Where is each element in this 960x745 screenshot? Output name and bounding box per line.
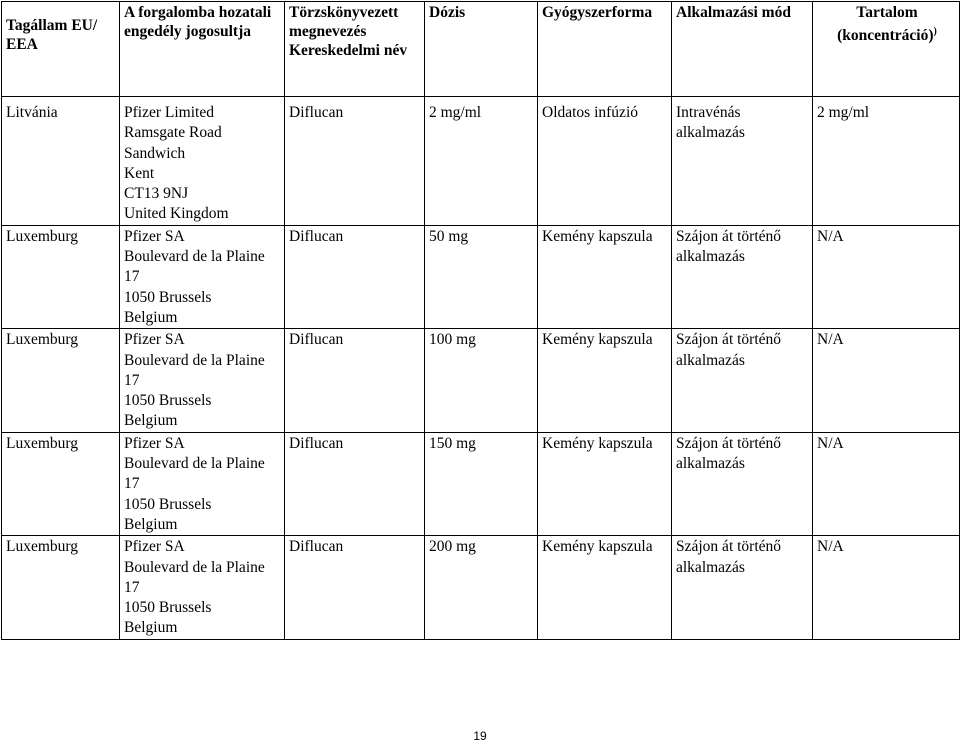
- table-row: [2, 432, 960, 535]
- address-line: Belgium: [124, 619, 178, 637]
- address-line: Boulevard de la Plaine: [124, 455, 265, 473]
- address-line: Boulevard de la Plaine: [124, 558, 265, 576]
- address-line: 1050 Brussels: [124, 392, 212, 410]
- address-line: CT13 9NJ: [124, 185, 189, 203]
- header-content: [813, 2, 960, 97]
- address-line: 1050 Brussels: [124, 495, 212, 513]
- dosage-form-cell: Oldatos infúzió: [538, 97, 672, 226]
- table-row: [2, 536, 960, 639]
- address-line: 17: [124, 268, 140, 286]
- mah-address-cell: [120, 225, 285, 328]
- address-line: 17: [124, 371, 140, 389]
- mah-address-cell: [120, 97, 285, 226]
- content-cell: N/A: [813, 432, 960, 535]
- mah-address-cell: [120, 329, 285, 432]
- invented-name-cell: Diflucan: [285, 432, 425, 535]
- strength-cell: 150 mg: [425, 432, 538, 535]
- invented-name-cell: Diflucan: [285, 225, 425, 328]
- address-line: United Kingdom: [124, 205, 229, 223]
- header-row: [2, 2, 960, 97]
- header-content-label: Tartalom (koncentráció): [837, 4, 934, 45]
- header-route: Alkalmazási mód: [672, 2, 813, 97]
- strength-cell: 200 mg: [425, 536, 538, 639]
- address-line: Ramsgate Road: [124, 124, 222, 142]
- address-line: 17: [124, 578, 140, 596]
- route-cell: Intravénás alkalmazás: [672, 97, 813, 226]
- route-cell: Szájon át történő alkalmazás: [672, 536, 813, 639]
- address-line: Belgium: [124, 308, 178, 326]
- address-line: Pfizer SA: [124, 331, 185, 349]
- content-cell: N/A: [813, 536, 960, 639]
- invented-name-cell: Diflucan: [285, 329, 425, 432]
- route-cell: Szájon át történő alkalmazás: [672, 329, 813, 432]
- address-line: Pfizer SA: [124, 538, 185, 556]
- table-row: [2, 97, 960, 226]
- address-line: Boulevard de la Plaine: [124, 248, 265, 266]
- table-row: [2, 329, 960, 432]
- address-line: Sandwich: [124, 144, 186, 162]
- content-cell: N/A: [813, 225, 960, 328]
- header-mah: A forgalomba hozatali engedély jogosultja: [120, 2, 285, 97]
- mah-address-cell: [120, 536, 285, 639]
- page-number: 19: [473, 729, 487, 743]
- address-line: Kent: [124, 164, 155, 182]
- address-line: Belgium: [124, 412, 178, 430]
- invented-name-cell: Diflucan: [285, 97, 425, 226]
- header-member-state: Tagállam EU/ EEA: [2, 2, 120, 97]
- strength-cell: 2 mg/ml: [425, 97, 538, 226]
- country-cell: Luxemburg: [2, 329, 120, 432]
- address-line: 1050 Brussels: [124, 288, 212, 306]
- strength-cell: 50 mg: [425, 225, 538, 328]
- header-invented-name: Törzskönyvezett megnevezés Kereskedelmi név: [285, 2, 425, 97]
- address-line: Pfizer SA: [124, 227, 185, 245]
- country-cell: Luxemburg: [2, 432, 120, 535]
- header-strength: Dózis: [425, 2, 538, 97]
- dosage-form-cell: Kemény kapszula: [538, 536, 672, 639]
- address-line: Pfizer SA: [124, 434, 185, 452]
- route-cell: Szájon át történő alkalmazás: [672, 432, 813, 535]
- invented-name-cell: Diflucan: [285, 536, 425, 639]
- address-line: Belgium: [124, 515, 178, 533]
- address-line: Pfizer Limited: [124, 104, 214, 121]
- route-cell: Szájon át történő alkalmazás: [672, 225, 813, 328]
- strength-cell: 100 mg: [425, 329, 538, 432]
- content-cell: N/A: [813, 329, 960, 432]
- medicine-table: [1, 1, 960, 640]
- country-cell: Luxemburg: [2, 536, 120, 639]
- mah-address-cell: [120, 432, 285, 535]
- header-dosage-form: Gyógyszerforma: [538, 2, 672, 97]
- content-cell: 2 mg/ml: [813, 97, 960, 226]
- country-cell: Luxemburg: [2, 225, 120, 328]
- dosage-form-cell: Kemény kapszula: [538, 432, 672, 535]
- header-content-sup: ): [933, 26, 937, 37]
- country-cell: Litvánia: [2, 97, 120, 226]
- table-row: [2, 225, 960, 328]
- dosage-form-cell: Kemény kapszula: [538, 329, 672, 432]
- address-line: Boulevard de la Plaine: [124, 351, 265, 369]
- address-line: 1050 Brussels: [124, 599, 212, 617]
- address-line: 17: [124, 475, 140, 493]
- dosage-form-cell: Kemény kapszula: [538, 225, 672, 328]
